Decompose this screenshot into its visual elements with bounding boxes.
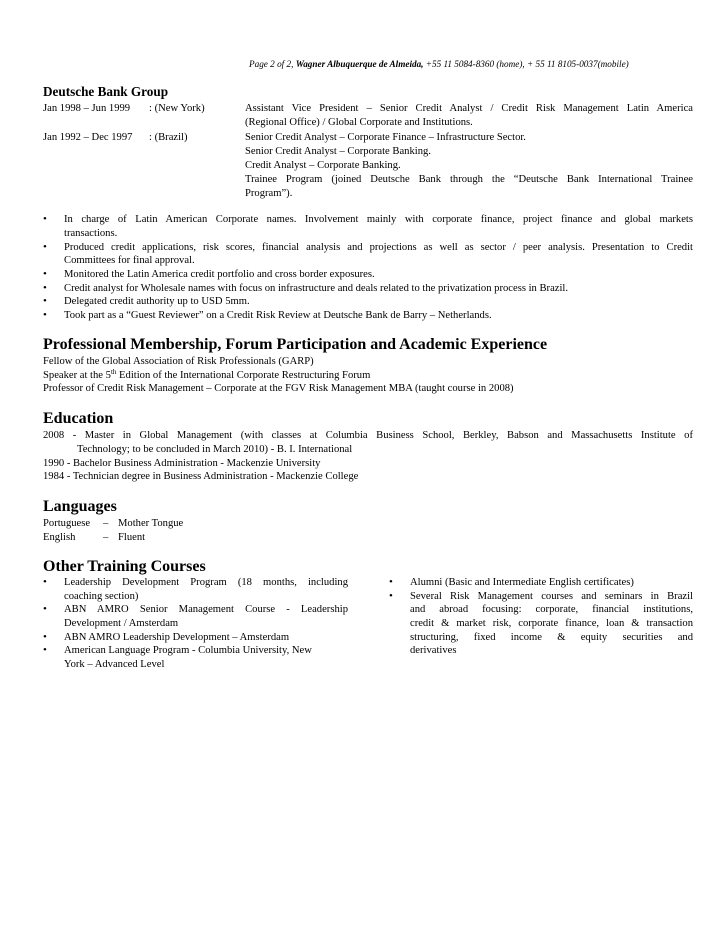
job1-line-1: Assistant Vice President – Senior Credit Analyst / Credit Risk Management Latin America: [245, 103, 693, 114]
languages-title: Languages: [43, 498, 117, 515]
page-header: [249, 58, 629, 70]
language-dash: –: [103, 532, 109, 543]
job2-place: : (Brazil): [149, 132, 188, 143]
education-line-1: 2008 - Master in Global Management (with classes at Columbia Business School, Berkley, Babson and Massachusetts Institute of: [43, 430, 693, 441]
bullet-icon: •: [389, 590, 393, 602]
duty-2-line-2: Committees for final approval.: [64, 255, 195, 266]
duty-1-line-2: transactions.: [64, 228, 118, 239]
duty-6: Took part as a “Guest Reviewer” on a Credit Risk Review at Deutsche Bank de Barry – Netherlands.: [64, 310, 492, 321]
education-line-2: Technology; to be concluded in March 2010) - B. I. International: [77, 444, 353, 455]
bullet-icon: •: [43, 576, 47, 588]
bullet-icon: •: [43, 631, 47, 643]
course-right-2-line-5: derivatives: [410, 645, 457, 656]
bullet-icon: •: [43, 295, 47, 307]
course-left-1-line-1: Leadership Development Program (18 months, including: [64, 577, 348, 588]
education-line-3: 1990 - Bachelor Business Administration - Mackenzie University: [43, 458, 321, 469]
professional-line-1: Fellow of the Global Association of Risk Professionals (GARP): [43, 356, 314, 367]
professional-line-3: Professor of Credit Risk Management – Corporate at the FGV Risk Management MBA (taught course in 2008): [43, 383, 514, 394]
course-right-2-line-1: Several Risk Management courses and seminars in Brazil: [410, 591, 693, 602]
course-right-2-line-4: structuring, fixed income & equity securities and: [410, 632, 693, 643]
bullet-icon: •: [43, 309, 47, 321]
duty-1-line-1: In charge of Latin American Corporate names. Involvement mainly with corporate finance, project finance and global markets: [64, 214, 693, 225]
job1-dates: Jan 1998 – Jun 1999: [43, 103, 131, 114]
language-level: Fluent: [118, 532, 146, 543]
education-line-4: 1984 - Technician degree in Business Administration - Mackenzie College: [43, 471, 359, 482]
professional-line-2-a: Speaker at the 5: [43, 370, 111, 381]
course-left-2-line-2: Development / Amsterdam: [64, 618, 179, 629]
duty-3: Monitored the Latin America credit portfolio and cross border exposures.: [64, 269, 375, 280]
professional-line-2: [43, 369, 370, 382]
bullet-icon: •: [43, 213, 47, 225]
bullet-icon: •: [43, 603, 47, 615]
language-level: Mother Tongue: [118, 518, 184, 529]
professional-line-2-b: Edition of the International Corporate Restructuring Forum: [116, 370, 371, 381]
phone-numbers: +55 11 5084-8360 (home), + 55 11 8105-0037(mobile): [425, 59, 629, 69]
bullet-icon: •: [389, 576, 393, 588]
course-right-2-line-2: and abroad focusing: corporate, financial institutions,: [410, 604, 693, 615]
bullet-icon: •: [43, 241, 47, 253]
course-right-2-line-3: credit & market risk, corporate finance, loan & transaction: [410, 618, 693, 629]
training-title: Other Training Courses: [43, 558, 206, 575]
job2-line-2: Senior Credit Analyst – Corporate Banking.: [245, 146, 431, 157]
education-title: Education: [43, 410, 114, 427]
duty-5: Delegated credit authority up to USD 5mm.: [64, 296, 250, 307]
bullet-icon: •: [43, 268, 47, 280]
duty-2-line-1: Produced credit applications, risk scores, financial analysis and projections as well as sector / peer analysis. Presentation to Credit: [64, 242, 693, 253]
course-left-2-line-1: ABN AMRO Senior Management Course - Leadership: [64, 604, 348, 615]
deutsche-title: Deutsche Bank Group: [43, 84, 169, 99]
job1-line-2: (Regional Office) / Global Corporate and Institutions.: [245, 117, 473, 128]
author-name: Wagner Albuquerque de Almeida,: [295, 59, 424, 69]
professional-title: Professional Membership, Forum Participation and Academic Experience: [43, 336, 548, 353]
language-name: English: [43, 532, 76, 543]
job2-line-1: Senior Credit Analyst – Corporate Finance – Infrastructure Sector.: [245, 132, 526, 143]
page-label: Page 2 of 2,: [249, 59, 294, 69]
bullet-icon: •: [43, 644, 47, 656]
course-right-1: Alumni (Basic and Intermediate English certificates): [410, 577, 634, 588]
job2-dates: Jan 1992 – Dec 1997: [43, 132, 133, 143]
language-name: Portuguese: [43, 518, 91, 529]
language-dash: –: [103, 518, 109, 529]
job1-place: : (New York): [149, 103, 205, 114]
course-left-1-line-2: coaching section): [64, 591, 139, 602]
bullet-icon: •: [43, 282, 47, 294]
course-left-3: ABN AMRO Leadership Development – Amsterdam: [64, 632, 290, 643]
job2-line-5: Program”).: [245, 188, 293, 199]
duty-4: Credit analyst for Wholesale names with focus on infrastructure and deals related to the privatization process in Brazil.: [64, 283, 569, 294]
course-left-4-line-2: York – Advanced Level: [64, 659, 165, 670]
course-left-4-line-1: American Language Program - Columbia University, New: [64, 645, 312, 656]
job2-line-4: Trainee Program (joined Deutsche Bank through the “Deutsche Bank International Trainee: [245, 174, 693, 185]
job2-line-3: Credit Analyst – Corporate Banking.: [245, 160, 401, 171]
ordinal-suffix: th: [110, 368, 117, 376]
